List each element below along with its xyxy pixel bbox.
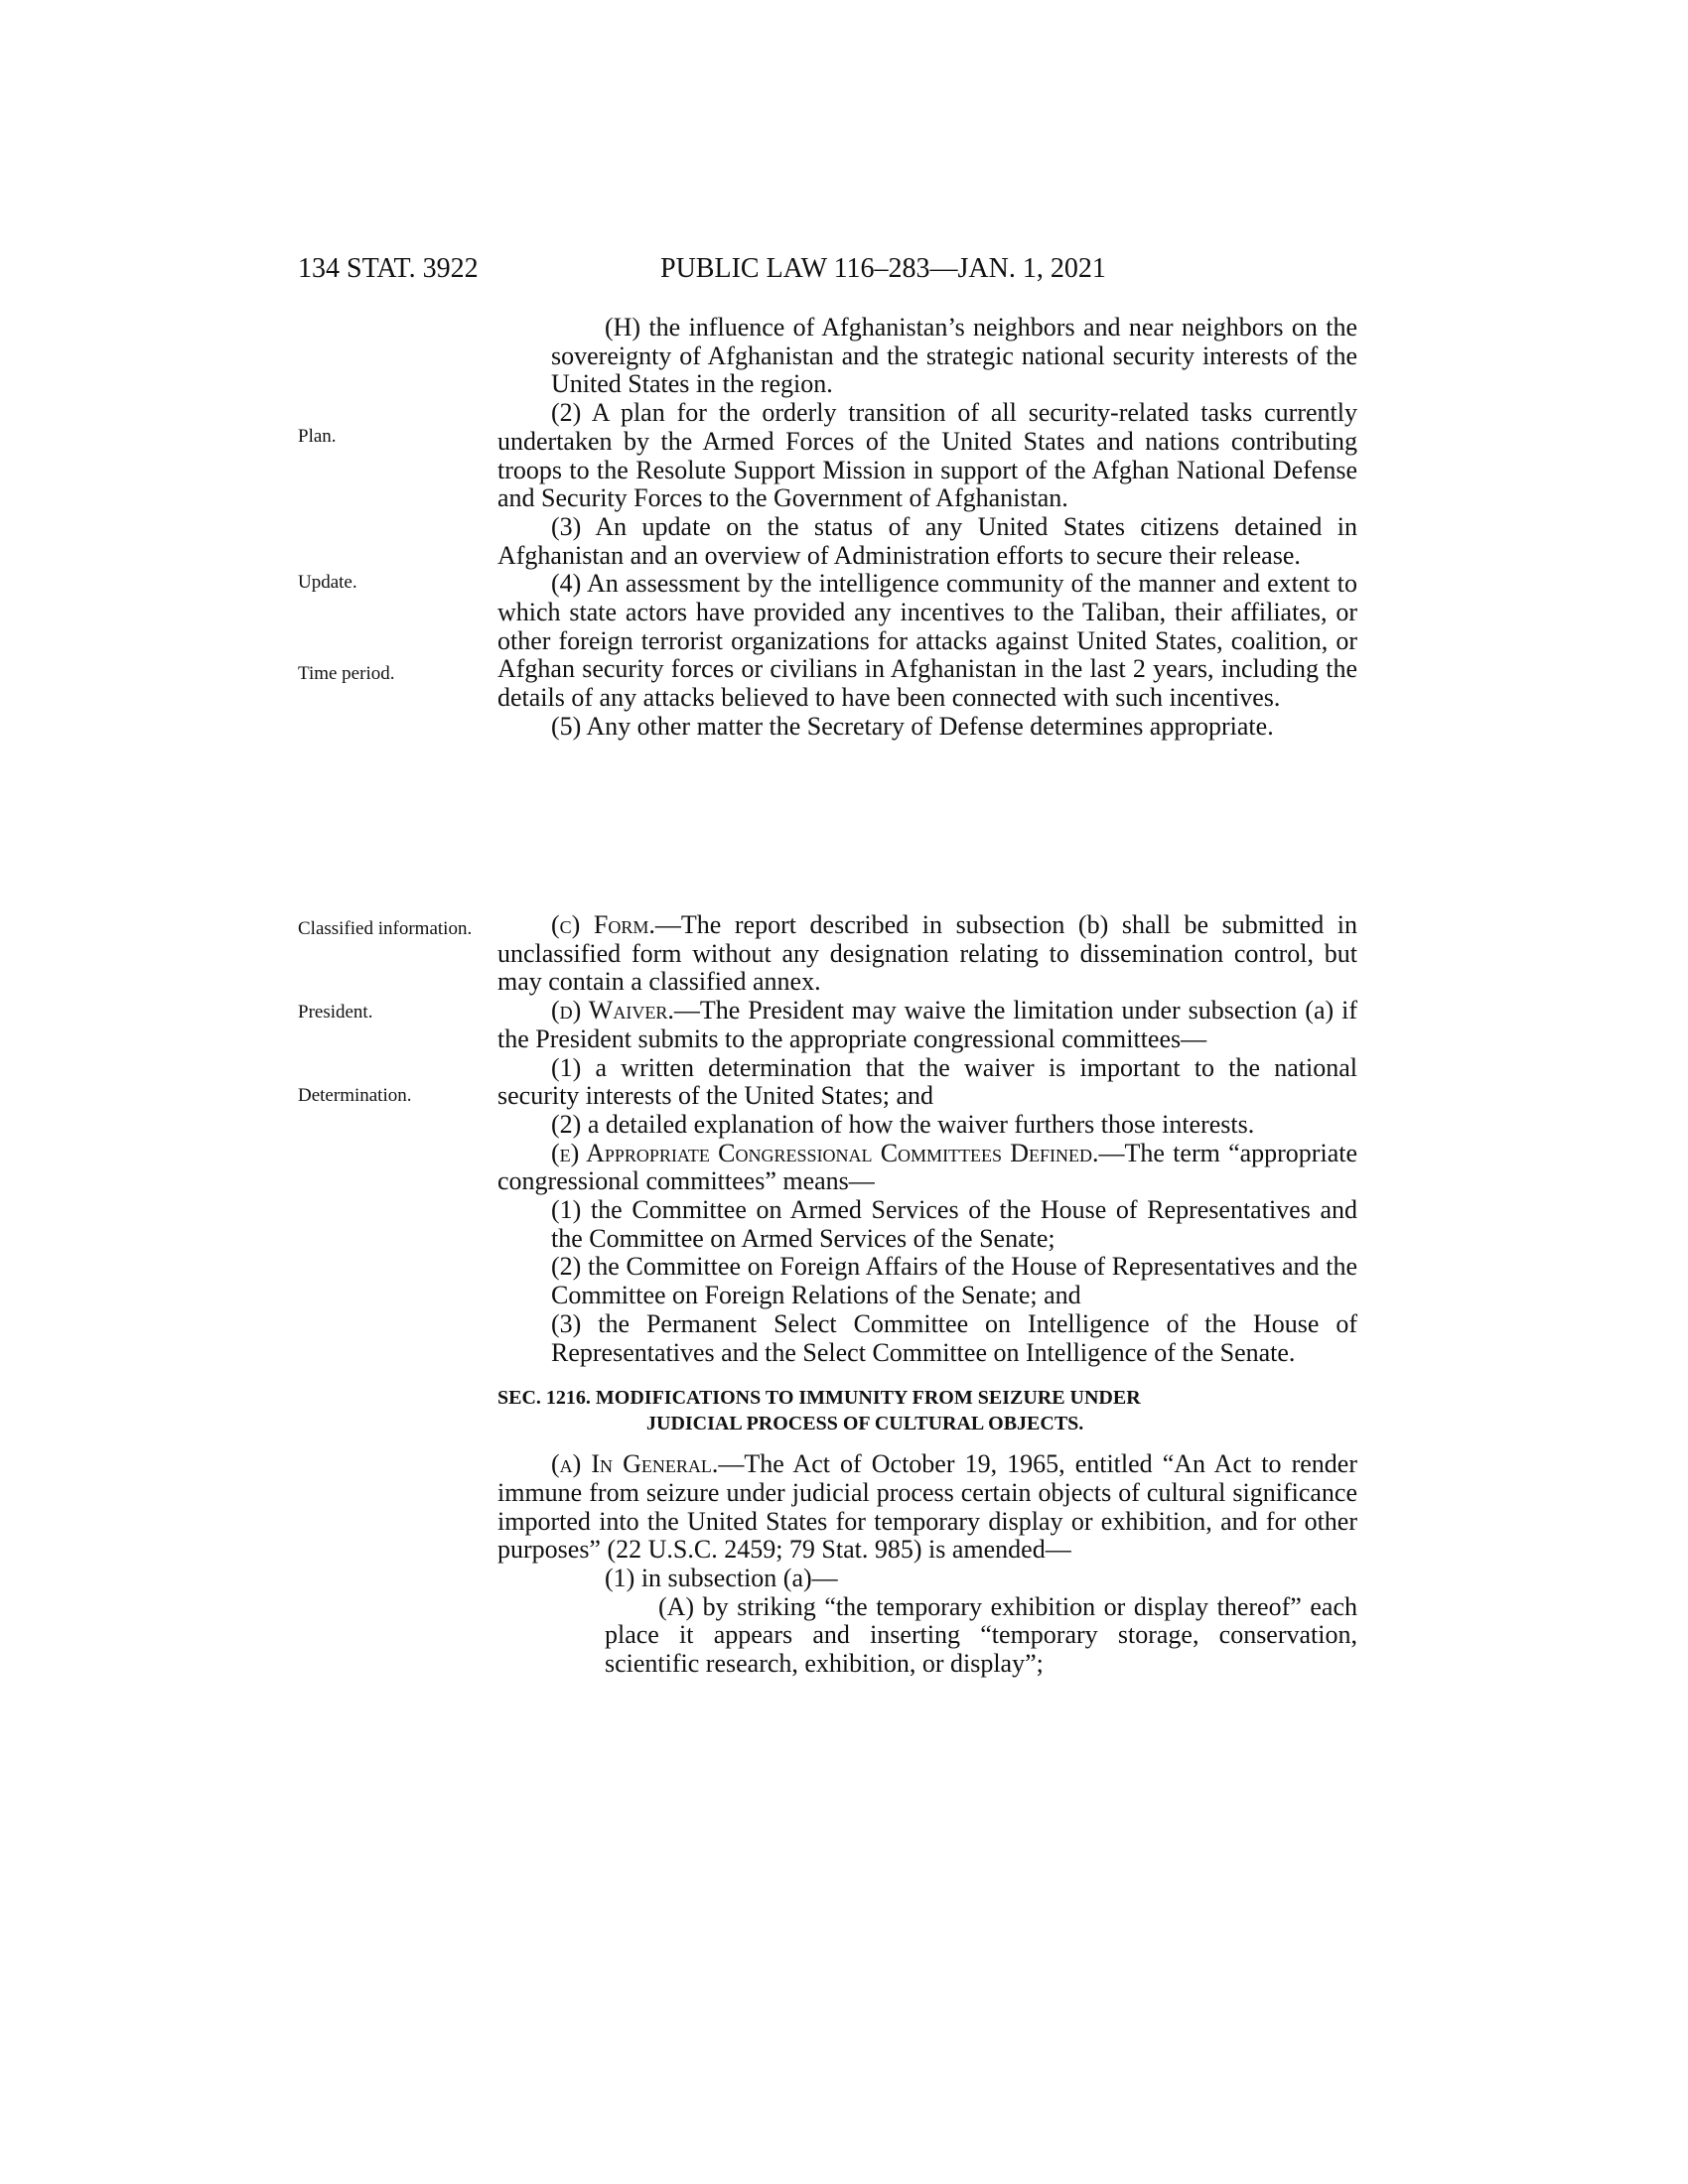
subsections-c-e bbox=[497, 911, 1357, 1679]
margin-note-president: President. bbox=[298, 1002, 373, 1023]
margin-note-update: Update. bbox=[298, 572, 357, 593]
margin-note-plan: Plan. bbox=[298, 426, 337, 447]
paragraph-e2: (2) the Committee on Foreign Affairs of the House of Representatives and the Committee on Foreign Relations of the Senate; and bbox=[551, 1252, 1357, 1310]
subsection-e-text: —The term “appropriate congressional committees” means— bbox=[497, 1138, 1357, 1196]
paragraph-e1-text: (1) the Committee on Armed Services of the House of Representatives and the Committee on Armed Services of the Senate; bbox=[551, 1195, 1357, 1253]
subsection-d-heading: (d) Waiver. bbox=[551, 996, 674, 1025]
subsection-c bbox=[497, 911, 1357, 997]
subsection-a bbox=[497, 1450, 1357, 1565]
paragraph-b4: (4) An assessment by the intelligence community of the manner and extent to which state actors have provided any incentives to the Taliban, their affiliates, or other foreign terrorist organizations for attacks against United States, coalition, or Afghan security forces or civilians in Afghanistan in the last 2 years, including the details of any attacks believed to have been connected with such incentives. bbox=[497, 569, 1357, 713]
margin-note-determination: Determination. bbox=[298, 1085, 412, 1106]
section-text bbox=[497, 314, 1357, 742]
section-heading-line-1: SEC. 1216. MODIFICATIONS TO IMMUNITY FROM SEIZURE UNDER bbox=[497, 1387, 1141, 1410]
subsection-d-text: —The President may waive the limitation under subsection (a) if the President submits to the appropriate congressional committees— bbox=[497, 996, 1357, 1053]
paragraph-e3: (3) the Permanent Select Committee on Intelligence of the House of Representatives and the Select Committee on Intelligence of the Senate. bbox=[551, 1308, 1357, 1367]
paragraph-d1: (1) a written determination that the waiver is important to the national security interests of the United States; and bbox=[497, 1052, 1357, 1111]
section-heading bbox=[497, 1385, 1357, 1436]
paragraph-b3: (3) An update on the status of any United States citizens detained in Afghanistan and an overview of Administration efforts to secure their release. bbox=[497, 511, 1357, 570]
subsection-c-heading: (c) Form. bbox=[551, 910, 655, 939]
subsection-e-heading: (e) Appropriate Congressional Committees Defined. bbox=[551, 1138, 1099, 1167]
paragraph-b2: (2) A plan for the orderly transition of all security-related tasks currently undertaken by the Armed Forces of the United States and nations contributing troops to the Resolute Support Mission in support of the Afghan National Defense and Security Forces to the Government of Afghanistan. bbox=[497, 398, 1357, 513]
margin-note-time-period: Time period. bbox=[298, 663, 395, 684]
running-header: PUBLIC LAW 116–283—JAN. 1, 2021 bbox=[660, 253, 1106, 284]
subsection-e bbox=[497, 1140, 1357, 1196]
section-heading-line-2: JUDICIAL PROCESS OF CULTURAL OBJECTS. bbox=[646, 1413, 1084, 1435]
subsection-a-text: —The Act of October 19, 1965, entitled “An Act to render immune from seizure under judicial process certain objects of cultural significance imported into the United States for temporary display or exhibition, and for other purposes” (22 U.S.C. 2459; 79 Stat. 985) is amended— bbox=[497, 1449, 1357, 1565]
subparagraph-aA: (A) by striking “the temporary exhibition or display thereof” each place it appears and inserting “temporary storage, conservation, scientific research, exhibition, or display”; bbox=[605, 1591, 1357, 1679]
page-stat-citation: 134 STAT. 3922 bbox=[298, 253, 479, 284]
paragraph-a1: (1) in subsection (a)— bbox=[605, 1564, 838, 1593]
paragraph-e1 bbox=[497, 1196, 1357, 1253]
paragraph-h: (H) the influence of Afghanistan’s neighbors and near neighbors on the sovereignty of Afghanistan and the strategic national security interests of the United States in the region. bbox=[551, 313, 1357, 399]
margin-note-classified-information: Classified information. bbox=[298, 918, 473, 939]
paragraph-b5: (5) Any other matter the Secretary of Defense determines appropriate. bbox=[551, 711, 1274, 741]
subsection-d bbox=[497, 997, 1357, 1053]
subsection-a-heading: (a) In General. bbox=[551, 1449, 719, 1479]
paragraph-d2: (2) a detailed explanation of how the waiver furthers those interests. bbox=[551, 1109, 1255, 1139]
subsection-c-text: —The report described in subsection (b) shall be submitted in unclassified form without any designation relating to dissemination control, but may contain a classified annex. bbox=[497, 910, 1357, 997]
